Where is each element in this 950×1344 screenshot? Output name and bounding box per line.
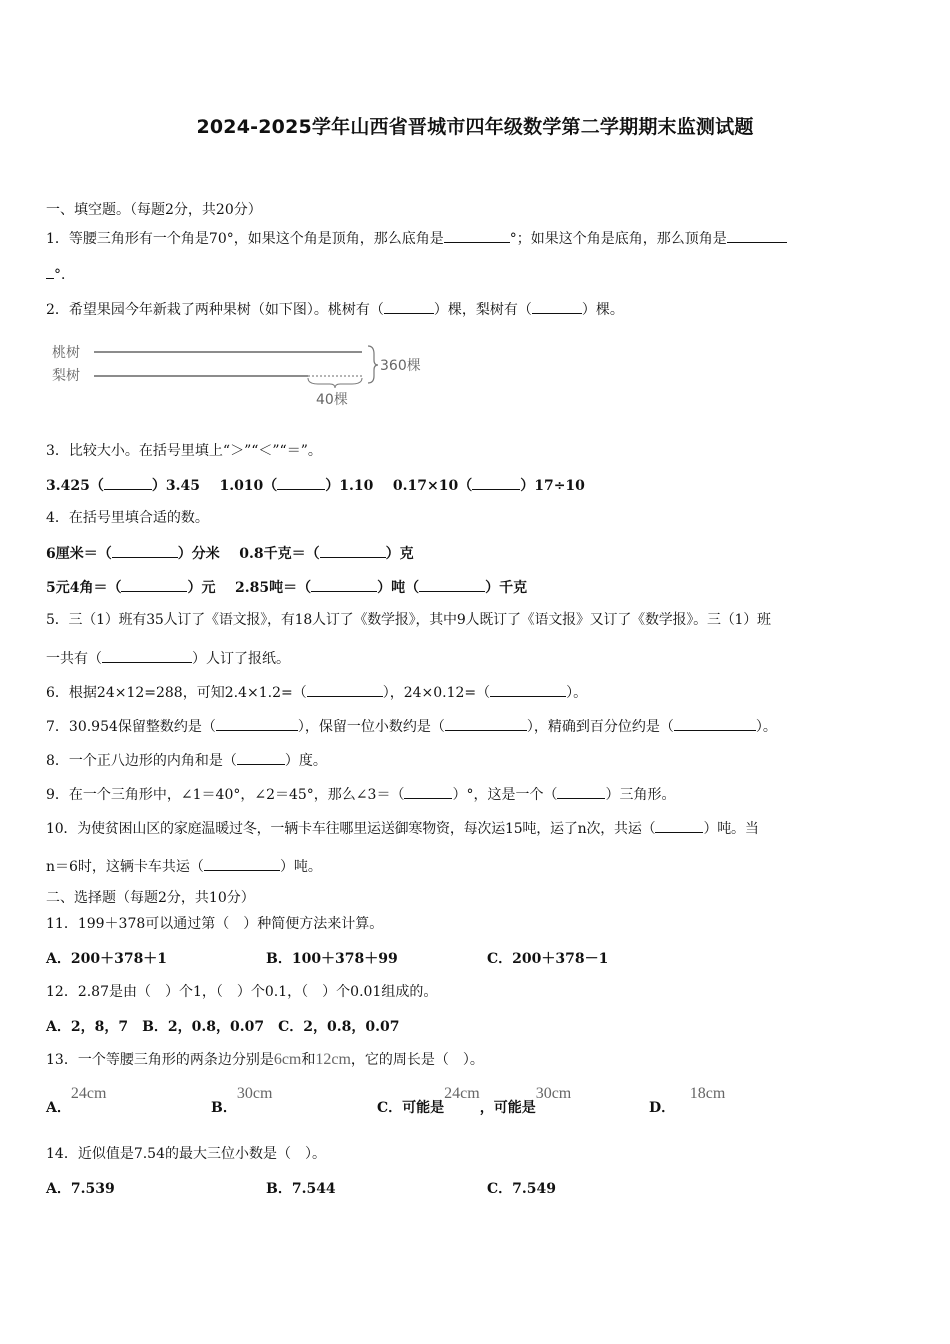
q3-blank-b[interactable]: [277, 475, 325, 490]
question-9: [46, 784, 675, 804]
q1-text-a: 1．等腰三角形有一个角是70°，如果这个角是顶角，那么底角是: [46, 231, 444, 247]
q13-option-c[interactable]: [377, 1085, 572, 1117]
q13-text-b: 和: [301, 1052, 316, 1068]
question-8: [46, 750, 327, 770]
q13-d-value: 18cm: [689, 1085, 726, 1102]
q2-text-b: ）棵，梨树有（: [433, 302, 532, 318]
q4-r2-e: ）千克: [485, 580, 528, 596]
q1-text-b: °；如果这个角是底角，那么顶角是: [509, 231, 727, 247]
q11-option-a[interactable]: A．200＋378＋1: [46, 951, 168, 967]
q13-option-b[interactable]: [211, 1085, 273, 1117]
question-2: [46, 299, 624, 319]
q13-c-value-2: 30cm: [535, 1085, 572, 1102]
question-4: 4．在括号里填合适的数。: [46, 510, 209, 526]
q7-text-d: ）。: [755, 719, 777, 735]
q3-a-left: 3.425（: [46, 478, 104, 494]
question-4-row-1: [46, 543, 414, 563]
q6-blank-1[interactable]: [307, 682, 383, 697]
question-5: 5．三（1）班有35人订了《语文报》，有18人订了《数学报》，其中9人既订了《语文报》又订了《数学报》。三（1）班: [46, 612, 771, 628]
q4-r1-d: ）克: [385, 546, 414, 562]
q1-text-c: °．: [54, 267, 75, 283]
question-13: [46, 1051, 484, 1069]
q13-option-a[interactable]: [46, 1085, 107, 1117]
q11-option-b[interactable]: B．100＋378＋99: [266, 951, 398, 967]
q13-c-label-2: ，可能是: [479, 1100, 536, 1116]
q5-blank[interactable]: [102, 648, 192, 663]
q1-blank-2-cont[interactable]: [46, 264, 54, 279]
q13-a-value: 24cm: [70, 1085, 107, 1102]
q9-text-a: 9．在一个三角形中，∠1＝40°，∠2＝45°，那么∠3＝（: [46, 787, 405, 803]
question-10: [46, 818, 759, 838]
label-pear: 梨树: [52, 368, 80, 384]
q10-text-b: ）吨。当: [703, 821, 759, 837]
question-11: 11．199＋378可以通过第（ ）种简便方法来计算。: [46, 916, 384, 932]
q2-text-a: 2．希望果园今年新栽了两种果树（如下图）。桃树有（: [46, 302, 384, 318]
question-7: [46, 716, 777, 736]
q10-text-a: 10．为使贫困山区的家庭温暖过冬，一辆卡车往哪里运送御寒物资，每次运15吨，运了n次，共运（: [46, 821, 656, 837]
q13-c-label: C．可能是: [377, 1100, 445, 1116]
q4-r2-b: ）元: [187, 580, 216, 596]
q13-side-2: 12cm: [315, 1051, 351, 1068]
q4-blank-1[interactable]: [112, 543, 178, 558]
q1-blank-2[interactable]: [727, 228, 787, 243]
question-1-cont: [46, 264, 75, 284]
q3-blank-c[interactable]: [472, 475, 520, 490]
q3-c-right: ）17÷10: [520, 478, 585, 494]
q11-option-c[interactable]: C．200＋378－1: [487, 951, 609, 967]
q13-d-label: D．: [649, 1100, 676, 1116]
q4-r1-a: 6厘米＝（: [46, 546, 112, 562]
q4-r2-a: 5元4角＝（: [46, 580, 122, 596]
q3-blank-a[interactable]: [104, 475, 152, 490]
q4-r2-c: 2.85吨＝（: [234, 580, 312, 596]
q7-text-a: 7．30.954保留整数约是（: [46, 719, 216, 735]
q4-blank-5[interactable]: [419, 577, 485, 592]
q10-text-c: n＝6时，这辆卡车共运（: [46, 859, 204, 875]
q4-blank-2[interactable]: [320, 543, 386, 558]
label-total: 360棵: [380, 358, 421, 374]
q13-text-c: ，它的周长是（ ）。: [350, 1052, 484, 1068]
diff-brace: [308, 378, 362, 388]
q5-text-c: ）人订了报纸。: [192, 651, 290, 667]
question-3-items: [46, 475, 585, 495]
total-brace: [368, 346, 378, 383]
q4-r1-c: 0.8千克＝（: [239, 546, 320, 562]
q14-option-b[interactable]: B．7.544: [266, 1181, 336, 1197]
q7-text-b: ），保留一位小数约是（: [297, 719, 445, 735]
section1-heading: 一、填空题。（每题2分，共20分）: [46, 202, 262, 218]
q1-blank-1[interactable]: [444, 228, 510, 243]
q3-a-right: ）3.45: [151, 478, 200, 494]
q8-text-b: ）度。: [284, 753, 327, 769]
q8-blank[interactable]: [237, 750, 285, 765]
q14-option-a[interactable]: A．7.539: [46, 1181, 115, 1197]
q6-text-b: ），24×0.12=（: [382, 685, 491, 701]
q10-text-d: ）吨。: [279, 859, 322, 875]
question-1: [46, 228, 787, 248]
question-12: 12．2.87是由（ ）个1，（ ）个0.1，（ ）个0.01组成的。: [46, 984, 438, 1000]
q4-r2-d: ）吨（: [377, 580, 420, 596]
q13-option-d[interactable]: [649, 1085, 726, 1117]
question-5-cont: [46, 648, 290, 668]
q2-blank-1[interactable]: [384, 299, 434, 314]
q13-b-value: 30cm: [236, 1085, 273, 1102]
q13-side-1: 6cm: [273, 1051, 302, 1068]
q4-blank-4[interactable]: [311, 577, 377, 592]
q13-text-a: 13．一个等腰三角形的两条边分别是: [46, 1052, 274, 1068]
q10-blank-2[interactable]: [204, 856, 280, 871]
section2-heading: 二、选择题（每题2分，共10分）: [46, 890, 255, 906]
q8-text-a: 8．一个正八边形的内角和是（: [46, 753, 237, 769]
fruit-tree-diagram: [52, 338, 452, 414]
q7-blank-1[interactable]: [216, 716, 298, 731]
q6-text-a: 6．根据24×12=288，可知2.4×1.2=（: [46, 685, 307, 701]
page-title: 2024-2025学年山西省晋城市四年级数学第二学期期末监测试题: [196, 116, 754, 138]
q5-text-b: 一共有（: [46, 651, 102, 667]
question-10-cont: [46, 856, 322, 876]
question-6: [46, 682, 587, 702]
q9-blank-2[interactable]: [557, 784, 605, 799]
q7-text-c: ），精确到百分位约是（: [526, 719, 674, 735]
q4-blank-3[interactable]: [121, 577, 187, 592]
q2-blank-2[interactable]: [532, 299, 582, 314]
q12-options[interactable]: A．2，8，7 B．2，0.8，0.07 C．2，0.8，0.07: [46, 1019, 400, 1035]
q4-r1-b: ）分米: [177, 546, 220, 562]
q13-c-value-1: 24cm: [444, 1085, 480, 1102]
q9-blank-1[interactable]: [404, 784, 452, 799]
question-14: 14．近似值是7.54的最大三位小数是（ ）。: [46, 1146, 326, 1162]
q2-text-c: ）棵。: [581, 302, 624, 318]
q3-c-left: 0.17×10（: [392, 478, 473, 494]
label-peach: 桃树: [52, 345, 80, 361]
q9-text-b: ）°，这是一个（: [452, 787, 558, 803]
question-3: 3．比较大小。在括号里填上“＞”“＜”“＝”。: [46, 443, 322, 459]
q13-a-label: A．: [46, 1100, 71, 1116]
label-diff: 40棵: [316, 392, 348, 408]
q7-blank-2[interactable]: [445, 716, 527, 731]
q6-text-c: ）。: [566, 685, 588, 701]
q6-blank-2[interactable]: [490, 682, 566, 697]
q13-b-label: B．: [211, 1100, 237, 1116]
q9-text-c: ）三角形。: [605, 787, 676, 803]
q3-b-left: 1.010（: [219, 478, 278, 494]
question-4-row-2: [46, 577, 527, 597]
q7-blank-3[interactable]: [674, 716, 756, 731]
q3-b-right: ）1.10: [325, 478, 374, 494]
q14-option-c[interactable]: C．7.549: [487, 1181, 556, 1197]
q10-blank-1[interactable]: [655, 818, 703, 833]
